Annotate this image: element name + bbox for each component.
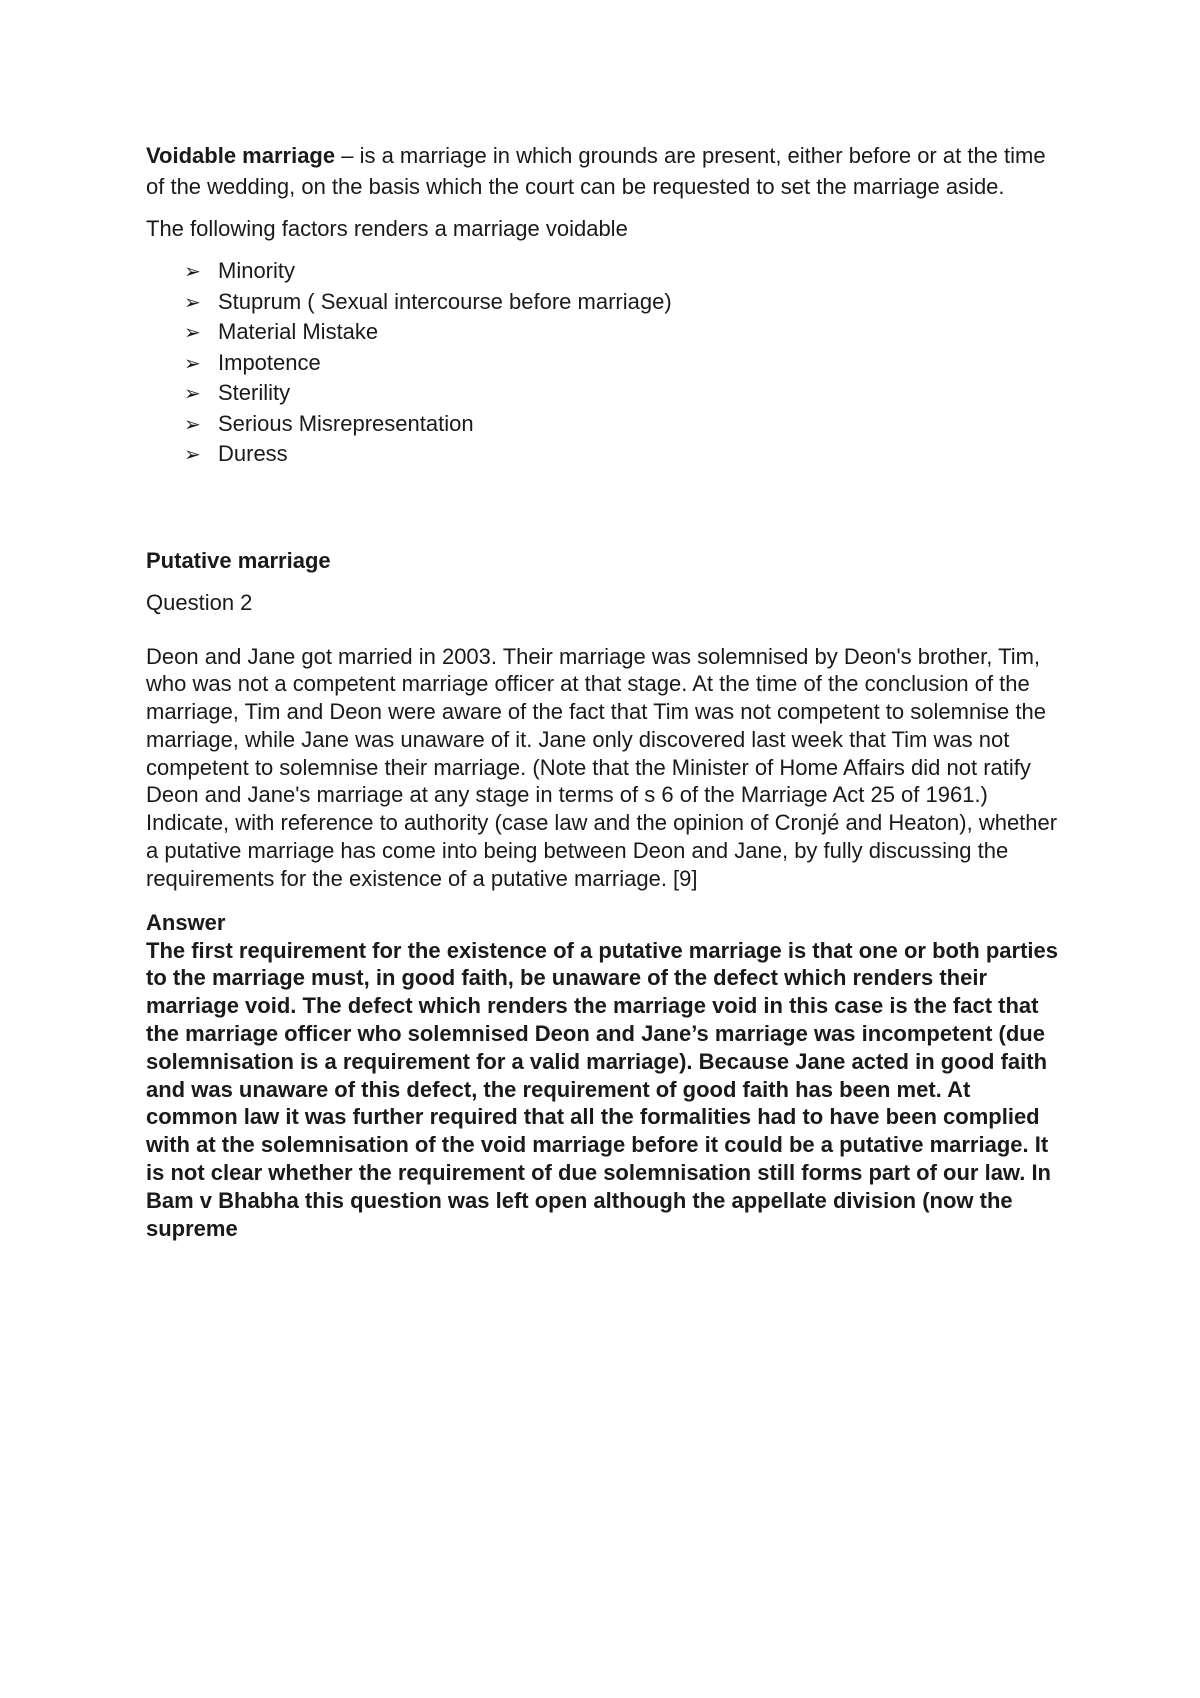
voidable-definition-text: – is a marriage in which grounds are present, either before or at the time of the wedding, on the basis which the court can be requested to set the marriage aside. xyxy=(146,143,1046,199)
factor-label: Material Mistake xyxy=(218,319,379,344)
arrow-bullet-icon: ➢ xyxy=(184,259,201,284)
factor-item xyxy=(184,378,1066,409)
question-text: Deon and Jane got married in 2003. Their marriage was solemnised by Deon's brother, Tim, who was not a competent marriage officer at that stage. At the time of the conclusion of the marriage, Tim and Deon were aware of the fact that Tim was not competent to solemnise the marriage, while Jane was unaware of it. Jane only discovered last week that Tim was not competent to solemnise their marriage. (Note that the Minister of Home Affairs did not ratify Deon and Jane's marriage at any stage in terms of s 6 of the Marriage Act 25 of 1961.) Indicate, with reference to authority (case law and the opinion of Cronjé and Heaton), whether a putative marriage has come into being between Deon and Jane, by fully discussing the requirements for the existence of a putative marriage. [9] xyxy=(146,643,1058,891)
arrow-bullet-icon: ➢ xyxy=(184,442,201,467)
voidable-term: Voidable marriage xyxy=(146,143,336,168)
factors-lead: The following factors renders a marriage voidable xyxy=(146,216,628,241)
putative-heading: Putative marriage xyxy=(146,547,331,573)
factor-label: Stuprum ( Sexual intercourse before marriage) xyxy=(218,288,672,314)
factor-item xyxy=(184,348,1066,379)
arrow-bullet-icon: ➢ xyxy=(184,411,201,436)
factor-label: Duress xyxy=(218,441,288,466)
arrow-bullet-icon: ➢ xyxy=(184,289,201,314)
factor-item xyxy=(184,439,1066,470)
answer-text: The first requirement for the existence of a putative marriage is that one or both parties to the marriage must, in good faith, be unaware of the defect which renders their marriage void. The defect which renders the marriage void in this case is the fact that the marriage officer who solemnised Deon and Jane’s marriage was incompetent (due solemnisation is a requirement for a valid marriage). Because Jane acted in good faith and was unaware of this defect, the requirement of good faith has been met. At common law it was further required that all the formalities had to have been complied with at the solemnisation of the void marriage before it could be a putative marriage. It is not clear whether the requirement of due solemnisation still forms part of our law. In Bam v Bhabha this question was left open although the appellate division (now the supreme xyxy=(146,937,1058,1241)
answer-title: Answer xyxy=(146,909,226,935)
arrow-bullet-icon: ➢ xyxy=(184,320,201,345)
arrow-bullet-icon: ➢ xyxy=(184,350,201,375)
factors-list xyxy=(184,256,1066,470)
factor-item xyxy=(184,256,1066,287)
factor-label: Serious Misrepresentation xyxy=(218,410,474,436)
factor-label: Sterility xyxy=(218,380,291,405)
factor-label: Impotence xyxy=(218,349,321,375)
question-label: Question 2 xyxy=(146,589,253,615)
factor-item xyxy=(184,287,1066,318)
factor-item xyxy=(184,317,1066,348)
factor-label: Minority xyxy=(218,258,296,283)
document-page xyxy=(146,140,1066,1242)
factor-item xyxy=(184,409,1066,440)
voidable-definition xyxy=(146,140,1066,202)
arrow-bullet-icon: ➢ xyxy=(184,381,201,406)
